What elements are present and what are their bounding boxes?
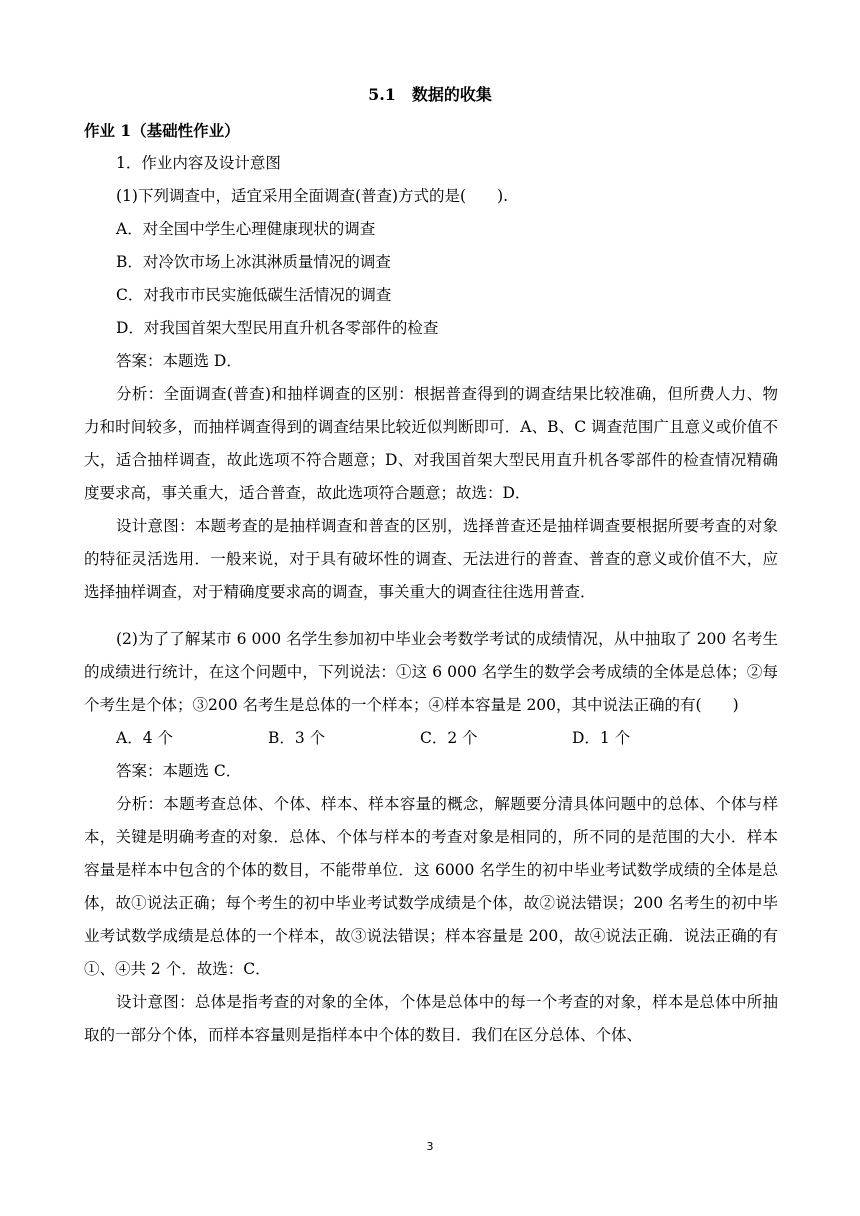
question-1-option-c: C．对我市市民实施低碳生活情况的调查 bbox=[116, 286, 392, 304]
question-2-option-d: D．1 个 bbox=[572, 729, 631, 747]
question-2-stem: (2)为了了解某市 6 000 名学生参加初中毕业会考数学考试的成绩情况，从中抽取了 200 名考生的成绩进行统计，在这个问题中，下列说法：①这 6 000 名学生的数学会考成绩的全体是总体；②每个考生是个体；③200 名考生是总体的一个样本；④样本容量是 200，其中说法正确的有( ) bbox=[84, 630, 778, 714]
question-1-stem: (1)下列调查中，适宜采用全面调查(普查)方式的是( ). bbox=[116, 187, 509, 205]
question-2-answer: 答案：本题选 C． bbox=[116, 762, 242, 780]
page-title: 5.1 数据的收集 bbox=[368, 85, 492, 104]
question-1-design-intent: 设计意图：本题考查的是抽样调查和普查的区别，选择普查还是抽样调查要根据所要考查的对象的特征灵活选用．一般来说，对于具有破坏性的调查、无法进行的普查、普查的意义或价值不大，应选择抽样调查，对于精确度要求高的调查，事关重大的调查往往选用普查． bbox=[84, 517, 778, 601]
question-2-option-b: B．3 个 bbox=[268, 729, 326, 747]
section-heading: 1．作业内容及设计意图 bbox=[116, 154, 281, 172]
question-1-option-d: D．对我国首架大型民用直升机各零部件的检查 bbox=[116, 319, 439, 337]
question-1-answer: 答案：本题选 D． bbox=[116, 352, 242, 370]
spacer bbox=[84, 609, 778, 623]
question-1-option-a: A．对全国中学生心理健康现状的调查 bbox=[116, 220, 376, 238]
assignment-title: 作业 1（基础性作业） bbox=[84, 121, 240, 140]
document-body bbox=[84, 114, 778, 1052]
question-2-design-intent: 设计意图：总体是指考查的对象的全体，个体是总体中的每一个考查的对象，样本是总体中所抽取的一部分个体，而样本容量则是指样本中个体的数目．我们在区分总体、个体、 bbox=[84, 993, 778, 1044]
question-2-option-c: C．2 个 bbox=[420, 729, 478, 747]
question-2-analysis: 分析：本题考查总体、个体、样本、样本容量的概念，解题要分清具体问题中的总体、个体与样本，关键是明确考查的对象．总体、个体与样本的考查对象是相同的，所不同的是范围的大小．样本容量是样本中包含的个体的数目，不能带单位．这 6000 名学生的初中毕业考试数学成绩的全体是总体，故①说法正确；每个考生的初中毕业考试数学成绩是个体，故②说法错误；200 名考生的初中毕业考试数学成绩是总体的一个样本，故③说法错误；样本容量是 200，故④说法正确．说法正确的有①、④共 2 个．故选：C． bbox=[84, 795, 778, 978]
question-2-option-a: A．4 个 bbox=[116, 729, 173, 747]
question-2-options bbox=[84, 722, 778, 755]
page-number: 3 bbox=[426, 1140, 434, 1153]
question-1-analysis: 分析：全面调查(普查)和抽样调查的区别：根据普查得到的调查结果比较准确，但所费人力、物力和时间较多，而抽样调查得到的调查结果比较近似判断即可．A、B、C 调查范围广且意义或价值不大，适合抽样调查，故此选项不符合题意；D、对我国首架大型民用直升机各零部件的检查情况精确度要求高，事关重大，适合普查，故此选项符合题意；故选：D． bbox=[84, 385, 778, 502]
question-1-option-b: B．对冷饮市场上冰淇淋质量情况的调查 bbox=[116, 253, 391, 271]
